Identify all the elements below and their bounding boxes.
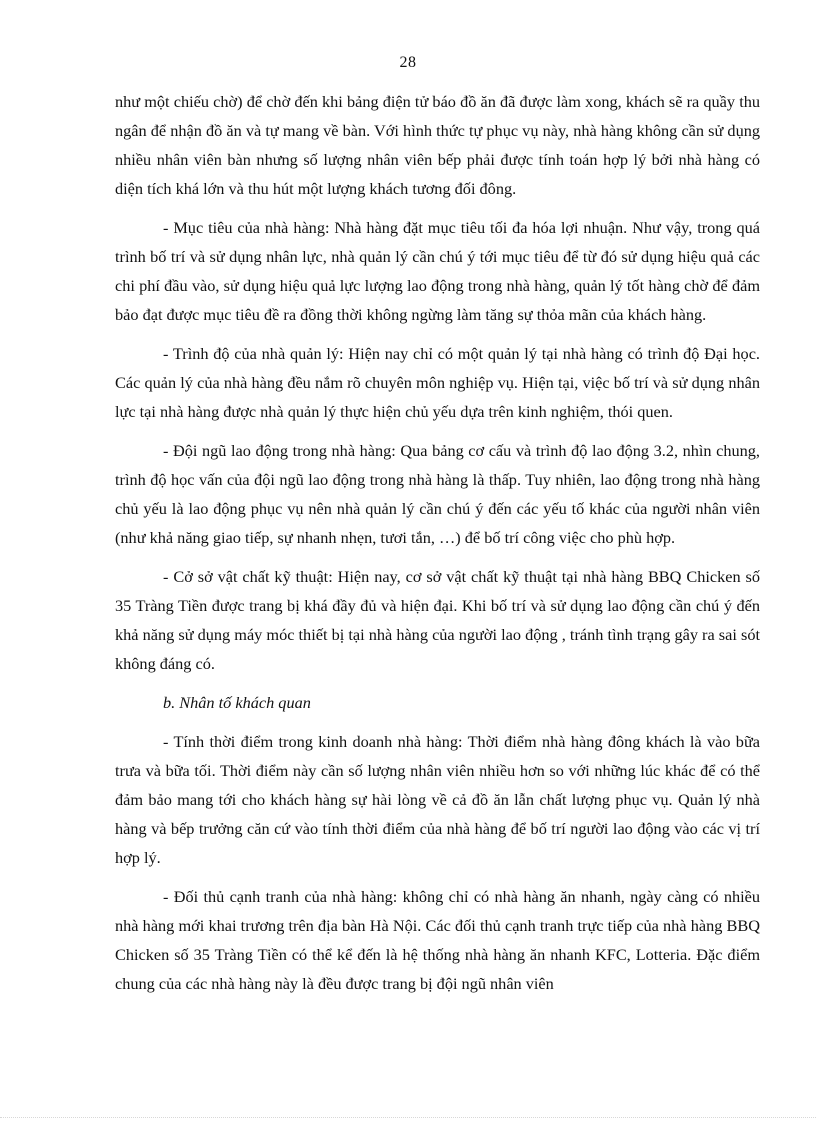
- paragraph-doi-ngu-lao-dong: - Đội ngũ lao động trong nhà hàng: Qua bảng cơ cấu và trình độ lao động 3.2, nhìn chung, trình độ học vấn của đội ngũ lao động trong nhà hàng là thấp. Tuy nhiên, lao động trong nhà hàng chủ yếu là lao động phục vụ nên nhà quản lý cần chú ý đến các yếu tố khác của người nhân viên (như khả năng giao tiếp, sự nhanh nhẹn, tươi tắn, …) để bố trí công việc cho phù hợp.: [115, 441, 760, 547]
- page-number: 28: [399, 54, 417, 71]
- footer-divider: [0, 1117, 816, 1118]
- section-subheading: b. Nhân tố khách quan: [163, 693, 311, 712]
- paragraph-tinh-thoi-diem: - Tính thời điểm trong kinh doanh nhà hàng: Thời điểm nhà hàng đông khách là vào bữa trưa và bữa tối. Thời điểm này cần số lượng nhân viên nhiều hơn so với những lúc khác để có thể đảm bảo mang tới cho khách hàng sự hài lòng về cả đồ ăn lẫn chất lượng phục vụ. Quản lý nhà hàng và bếp trưởng căn cứ vào tính thời điểm của nhà hàng để bố trí người lao động vào các vị trí hợp lý.: [115, 732, 760, 867]
- paragraph-trinh-do-quan-ly: - Trình độ của nhà quản lý: Hiện nay chỉ có một quản lý tại nhà hàng có trình độ Đại học. Các quản lý của nhà hàng đều nắm rõ chuyên môn nghiệp vụ. Hiện tại, việc bố trí và sử dụng nhân lực tại nhà hàng được nhà quản lý thực hiện chủ yếu dựa trên kinh nghiệm, thói quen.: [115, 344, 760, 421]
- paragraph-continuation: như một chiếu chờ) để chờ đến khi bảng điện tử báo đồ ăn đã được làm xong, khách sẽ ra quầy thu ngân để nhận đồ ăn và tự mang về bàn. Với hình thức tự phục vụ này, nhà hàng không cần sử dụng nhiều nhân viên bàn nhưng số lượng nhân viên bếp phải được tính toán hợp lý bởi nhà hàng có diện tích khá lớn và thu hút một lượng khách tương đối đông.: [115, 92, 760, 198]
- paragraph-doi-thu-canh-tranh: - Đối thủ cạnh tranh của nhà hàng: không chỉ có nhà hàng ăn nhanh, ngày càng có nhiều nhà hàng mới khai trương trên địa bàn Hà Nội. Các đối thủ cạnh tranh trực tiếp của nhà hàng BBQ Chicken số 35 Tràng Tiền có thể kể đến là hệ thống nhà hàng ăn nhanh KFC, Lotteria. Đặc điểm chung của các nhà hàng này là đều được trang bị đội ngũ nhân viên: [115, 887, 760, 993]
- paragraph-co-so-vat-chat: - Cở sở vật chất kỹ thuật: Hiện nay, cơ sở vật chất kỹ thuật tại nhà hàng BBQ Chicken số 35 Tràng Tiền được trang bị khá đầy đủ và hiện đại. Khi bố trí và sử dụng lao động cần chú ý đến khả năng sử dụng máy móc thiết bị tại nhà hàng của người lao động , tránh tình trạng gây ra sai sót không đáng có.: [115, 567, 760, 673]
- page-body: [115, 87, 760, 1008]
- paragraph-muc-tieu: - Mục tiêu của nhà hàng: Nhà hàng đặt mục tiêu tối đa hóa lợi nhuận. Như vậy, trong quá trình bố trí và sử dụng nhân lực, nhà quản lý cần chú ý tới mục tiêu để từ đó sử dụng hiệu quả các chi phí đầu vào, sử dụng hiệu quả lực lượng lao động trong nhà hàng, quản lý tốt hàng chờ để đảm bảo đạt được mục tiêu đề ra đồng thời không ngừng làm tăng sự thỏa mãn của khách hàng.: [115, 218, 760, 324]
